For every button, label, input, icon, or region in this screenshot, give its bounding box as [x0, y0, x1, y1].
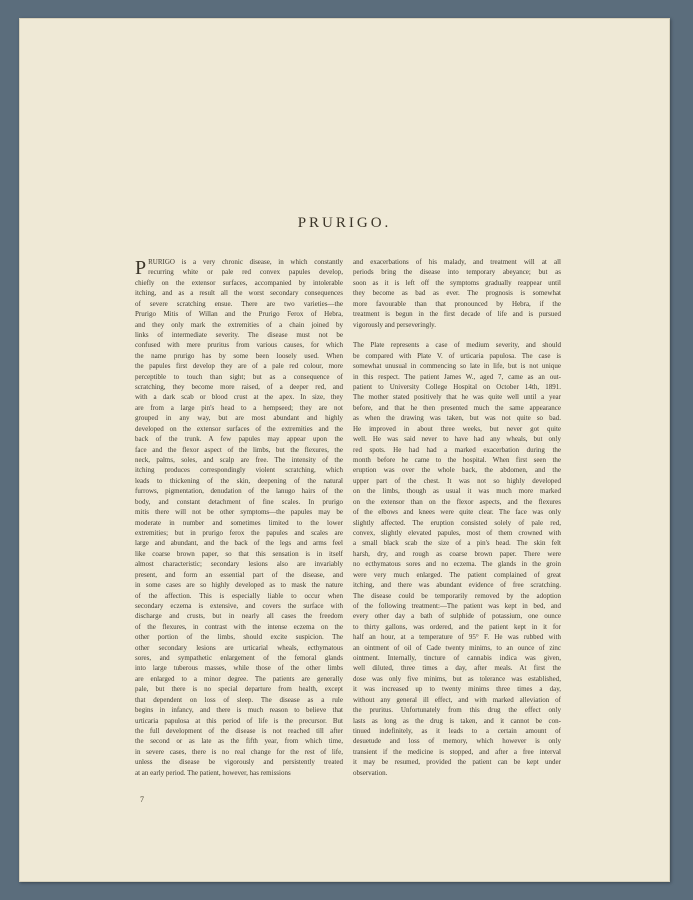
text-line: the second or as late as the fifth year, from which time,: [135, 737, 343, 746]
text-line: the name prurigo has by some been loosely used. When: [135, 351, 343, 360]
text-line: chiefly on the extensor surfaces, accompanied by intolerable: [135, 278, 343, 287]
text-line: somewhat unusual in commencing so late in life, but is not unique: [353, 362, 561, 371]
text-line: no ecthymatous sores and no eczema. The glands in the groin: [353, 560, 561, 569]
text-line: recurring white or pale red convex papules develop,: [148, 268, 343, 277]
text-line: on the extensor than on the flexor aspects, and the flexures: [353, 497, 561, 506]
text-line: well diluted, three times a day, after meals. At first the: [353, 664, 561, 673]
paper-sheet: [19, 18, 670, 882]
text-line: harsh, dry, and rough as coarse brown paper. There were: [353, 549, 561, 558]
text-line: well. He was said never to have had any wheals, but only: [353, 435, 561, 444]
text-line: and exacerbations of his malady, and treatment will at all: [353, 258, 561, 266]
text-line: before, and that he then presented much the same appearance: [353, 403, 561, 412]
text-line: and they only mark the extremities of a chain joined by: [135, 320, 343, 329]
text-line: are from a large pin's head to a hempseed; they are not: [135, 403, 343, 412]
page-number: 7: [140, 795, 144, 804]
text-line: in some cases are so highly developed as to mask the nature: [135, 581, 343, 590]
text-line: patient to University College Hospital on October 14th, 1891.: [353, 383, 561, 392]
text-line: The mother stated positively that he was quite well until a year: [353, 393, 561, 402]
text-line: pale, but there is no special departure from health, except: [135, 685, 343, 694]
text-line: The Plate represents a case of medium severity, and should: [353, 341, 561, 350]
text-line: treatment is begun in the first decade of life and is pursued: [353, 310, 561, 319]
text-line: of the affection. This is especially liable to occur when: [135, 591, 343, 600]
text-line: ointment. Internally, tincture of cannabis indica was given,: [353, 654, 561, 663]
text-line: periods bring the disease into temporary abeyance; but as: [353, 268, 561, 277]
text-line: with a dark scab or blood crust at the apex. In size, they: [135, 393, 343, 402]
text-line: it was increased up to twenty minims three times a day,: [353, 685, 561, 694]
text-line: like coarse brown paper, so that this sensation is in itself: [135, 549, 343, 558]
text-line: a small black scab the size of a pin's head. The skin felt: [353, 539, 561, 548]
paragraph-gap: [353, 330, 561, 340]
text-line: confused with mere pruritus from various causes, for which: [135, 341, 343, 350]
text-line: almost characteristic; secondary lesions also are invariably: [135, 560, 343, 569]
text-line: desuetude and loss of memory, which however is only: [353, 737, 561, 746]
text-line: furrows, pigmentation, denudation of the lanugo hairs of the: [135, 487, 343, 496]
text-line: every other day a bath of sulphide of potassium, one ounce: [353, 612, 561, 621]
text-line: face and the flexor aspect of the limbs, but the flexures, the: [135, 445, 343, 454]
text-line: secondary eczema is extensive, and covers the surface with: [135, 601, 343, 610]
text-line: be compared with Plate V. of urticaria papulosa. The case is: [353, 351, 561, 360]
text-line: of the elbows and knees were quite clear. The face was only: [353, 508, 561, 517]
text-line: leads to thickening of the skin, deepening of the natural: [135, 476, 343, 485]
drop-cap: P: [135, 257, 147, 279]
text-line: He improved in about three weeks, but never got quite: [353, 424, 561, 433]
text-line: vigorously and perseveringly.: [353, 320, 436, 329]
text-line: mitis there will not be other symptoms—the papules may be: [135, 508, 343, 517]
text-line: body, and constant detachment of fine scales. In prurigo: [135, 497, 343, 506]
text-line: scratching, they become more raised, of a deeper red, and: [135, 383, 343, 392]
text-line: that dependent on loss of sleep. The disease as a rule: [135, 695, 343, 704]
text-line: the full development of the disease is not reached till after: [135, 726, 343, 735]
text-line: into large tuberous masses, while those of the other limbs: [135, 664, 343, 673]
text-line: month before he came to the hospital. When first seen the: [353, 456, 561, 465]
text-line: half an hour, at a temperature of 95° F. He was rubbed with: [353, 633, 561, 642]
text-line: to thirty gallons, was ordered, and the patient kept in it for: [353, 622, 561, 631]
text-line-content: RURIGO is a very chronic disease, in which constantly: [148, 258, 343, 266]
text-line: perceptible to touch than sight; but as a consequence of: [135, 372, 343, 381]
text-line: Prurigo Mitis of Willan and the Prurigo Ferox of Hebra,: [135, 310, 343, 319]
text-line: soon as it is left off the symptoms gradually reappear until: [353, 278, 561, 287]
text-line: developed on the extensor surfaces of the extremities and the: [135, 424, 343, 433]
text-line: tinued indefinitely, as it leads to a certain amount of: [353, 726, 561, 735]
right-text-column: [353, 257, 561, 778]
text-line: present, and form an essential part of the disease, and: [135, 570, 343, 579]
text-line: links of intermediate severity. The disease must not be: [135, 330, 343, 339]
text-line: an ointment of oil of Cade twenty minims, to an ounce of zinc: [353, 643, 561, 652]
left-text-column: [135, 257, 343, 778]
text-line: are enlarged to a minor degree. The patients are generally: [135, 674, 343, 683]
text-line: upper part of the chest. It was not so highly developed: [353, 476, 561, 485]
text-line: dose was only five minims, but as tolerance was established,: [353, 674, 561, 683]
text-line: without any general ill effect, and with marked alleviation of: [353, 695, 561, 704]
text-line: of the following treatment:—The patient was kept in bed, and: [353, 601, 561, 610]
text-line: slightly affected. The eruption consisted solely of pale red,: [353, 518, 561, 527]
text-line: unless the disease be vigorously and persistently treated: [135, 758, 343, 767]
text-line: itching, and there was abundant evidence of free scratching.: [353, 581, 561, 590]
text-line: discharge and crusts, but in nearly all cases the freedom: [135, 612, 343, 621]
text-line: were very much enlarged. The patient complained of great: [353, 570, 561, 579]
text-line: itching, and as a result all the worst secondary consequences: [135, 289, 343, 298]
text-line: back of the trunk. A few papules may appear upon the: [135, 435, 343, 444]
text-line: sores, and sympathetic enlargement of the femoral glands: [135, 654, 343, 663]
text-line: grouped in any way, but are most abundant and highly: [135, 414, 343, 423]
text-line: convex, slightly elevated papules, most of them crowned with: [353, 528, 561, 537]
text-line: neck, palms, soles, and scalp are free. The intensity of the: [135, 456, 343, 465]
text-line: eruption was over the whole back, the abdomen, and the: [353, 466, 561, 475]
text-line: transient if the medicine is stopped, and after a free interval: [353, 747, 561, 756]
text-line: urticaria papulosa at this period of life is the precursor. But: [135, 716, 343, 725]
text-line: it may be resumed, provided the patient can be kept under: [353, 758, 561, 767]
text-line: other portion of the limbs, should excite suspicion. The: [135, 633, 343, 642]
text-line: observation.: [353, 768, 388, 777]
text-line: The disease could be temporarily removed by the adoption: [353, 591, 561, 600]
text-line: lasts as long as the drug is taken, and it cannot be con-: [353, 716, 561, 725]
text-line: they become as bad as ever. The prognosis is somewhat: [353, 289, 561, 298]
text-line: moderate in number and sometimes limited to the lower: [135, 518, 343, 527]
text-line: red spots. He had had a marked exacerbation during the: [353, 445, 561, 454]
text-line: of the flexures, in contrast with the intense eczema on the: [135, 622, 343, 631]
text-line: begins in infancy, and there is much reason to believe that: [135, 706, 343, 715]
text-line: the papules first develop they are of a pale red colour, more: [135, 362, 343, 371]
text-line: on the limbs, though as usual it was much more marked: [353, 487, 561, 496]
text-line: the pruritus. Unfortunately from this drug the effect only: [353, 706, 561, 715]
text-line: in this respect. The patient James W., aged 7, came as an out-: [353, 372, 561, 381]
text-line: large and abundant, and the back of the legs and arms feel: [135, 539, 343, 548]
text-line: other secondary lesions are urticarial wheals, ecthymatous: [135, 643, 343, 652]
page-title: PRURIGO.: [297, 215, 392, 231]
text-line: more favourable than that pronounced by Hebra, if the: [353, 299, 561, 308]
text-line: as when the drawing was taken, but was not quite so bad.: [353, 414, 561, 423]
text-line: at an early period. The patient, however, has remissions: [135, 768, 291, 777]
text-line: itching produces correspondingly violent scratching, which: [135, 466, 343, 475]
text-line: in severe cases, there is no real change for the rest of life,: [135, 747, 343, 756]
text-line: of severe scratching ensue. There are two varieties—the: [135, 299, 343, 308]
text-line: extremities; but in prurigo ferox the papules and scales are: [135, 528, 343, 537]
